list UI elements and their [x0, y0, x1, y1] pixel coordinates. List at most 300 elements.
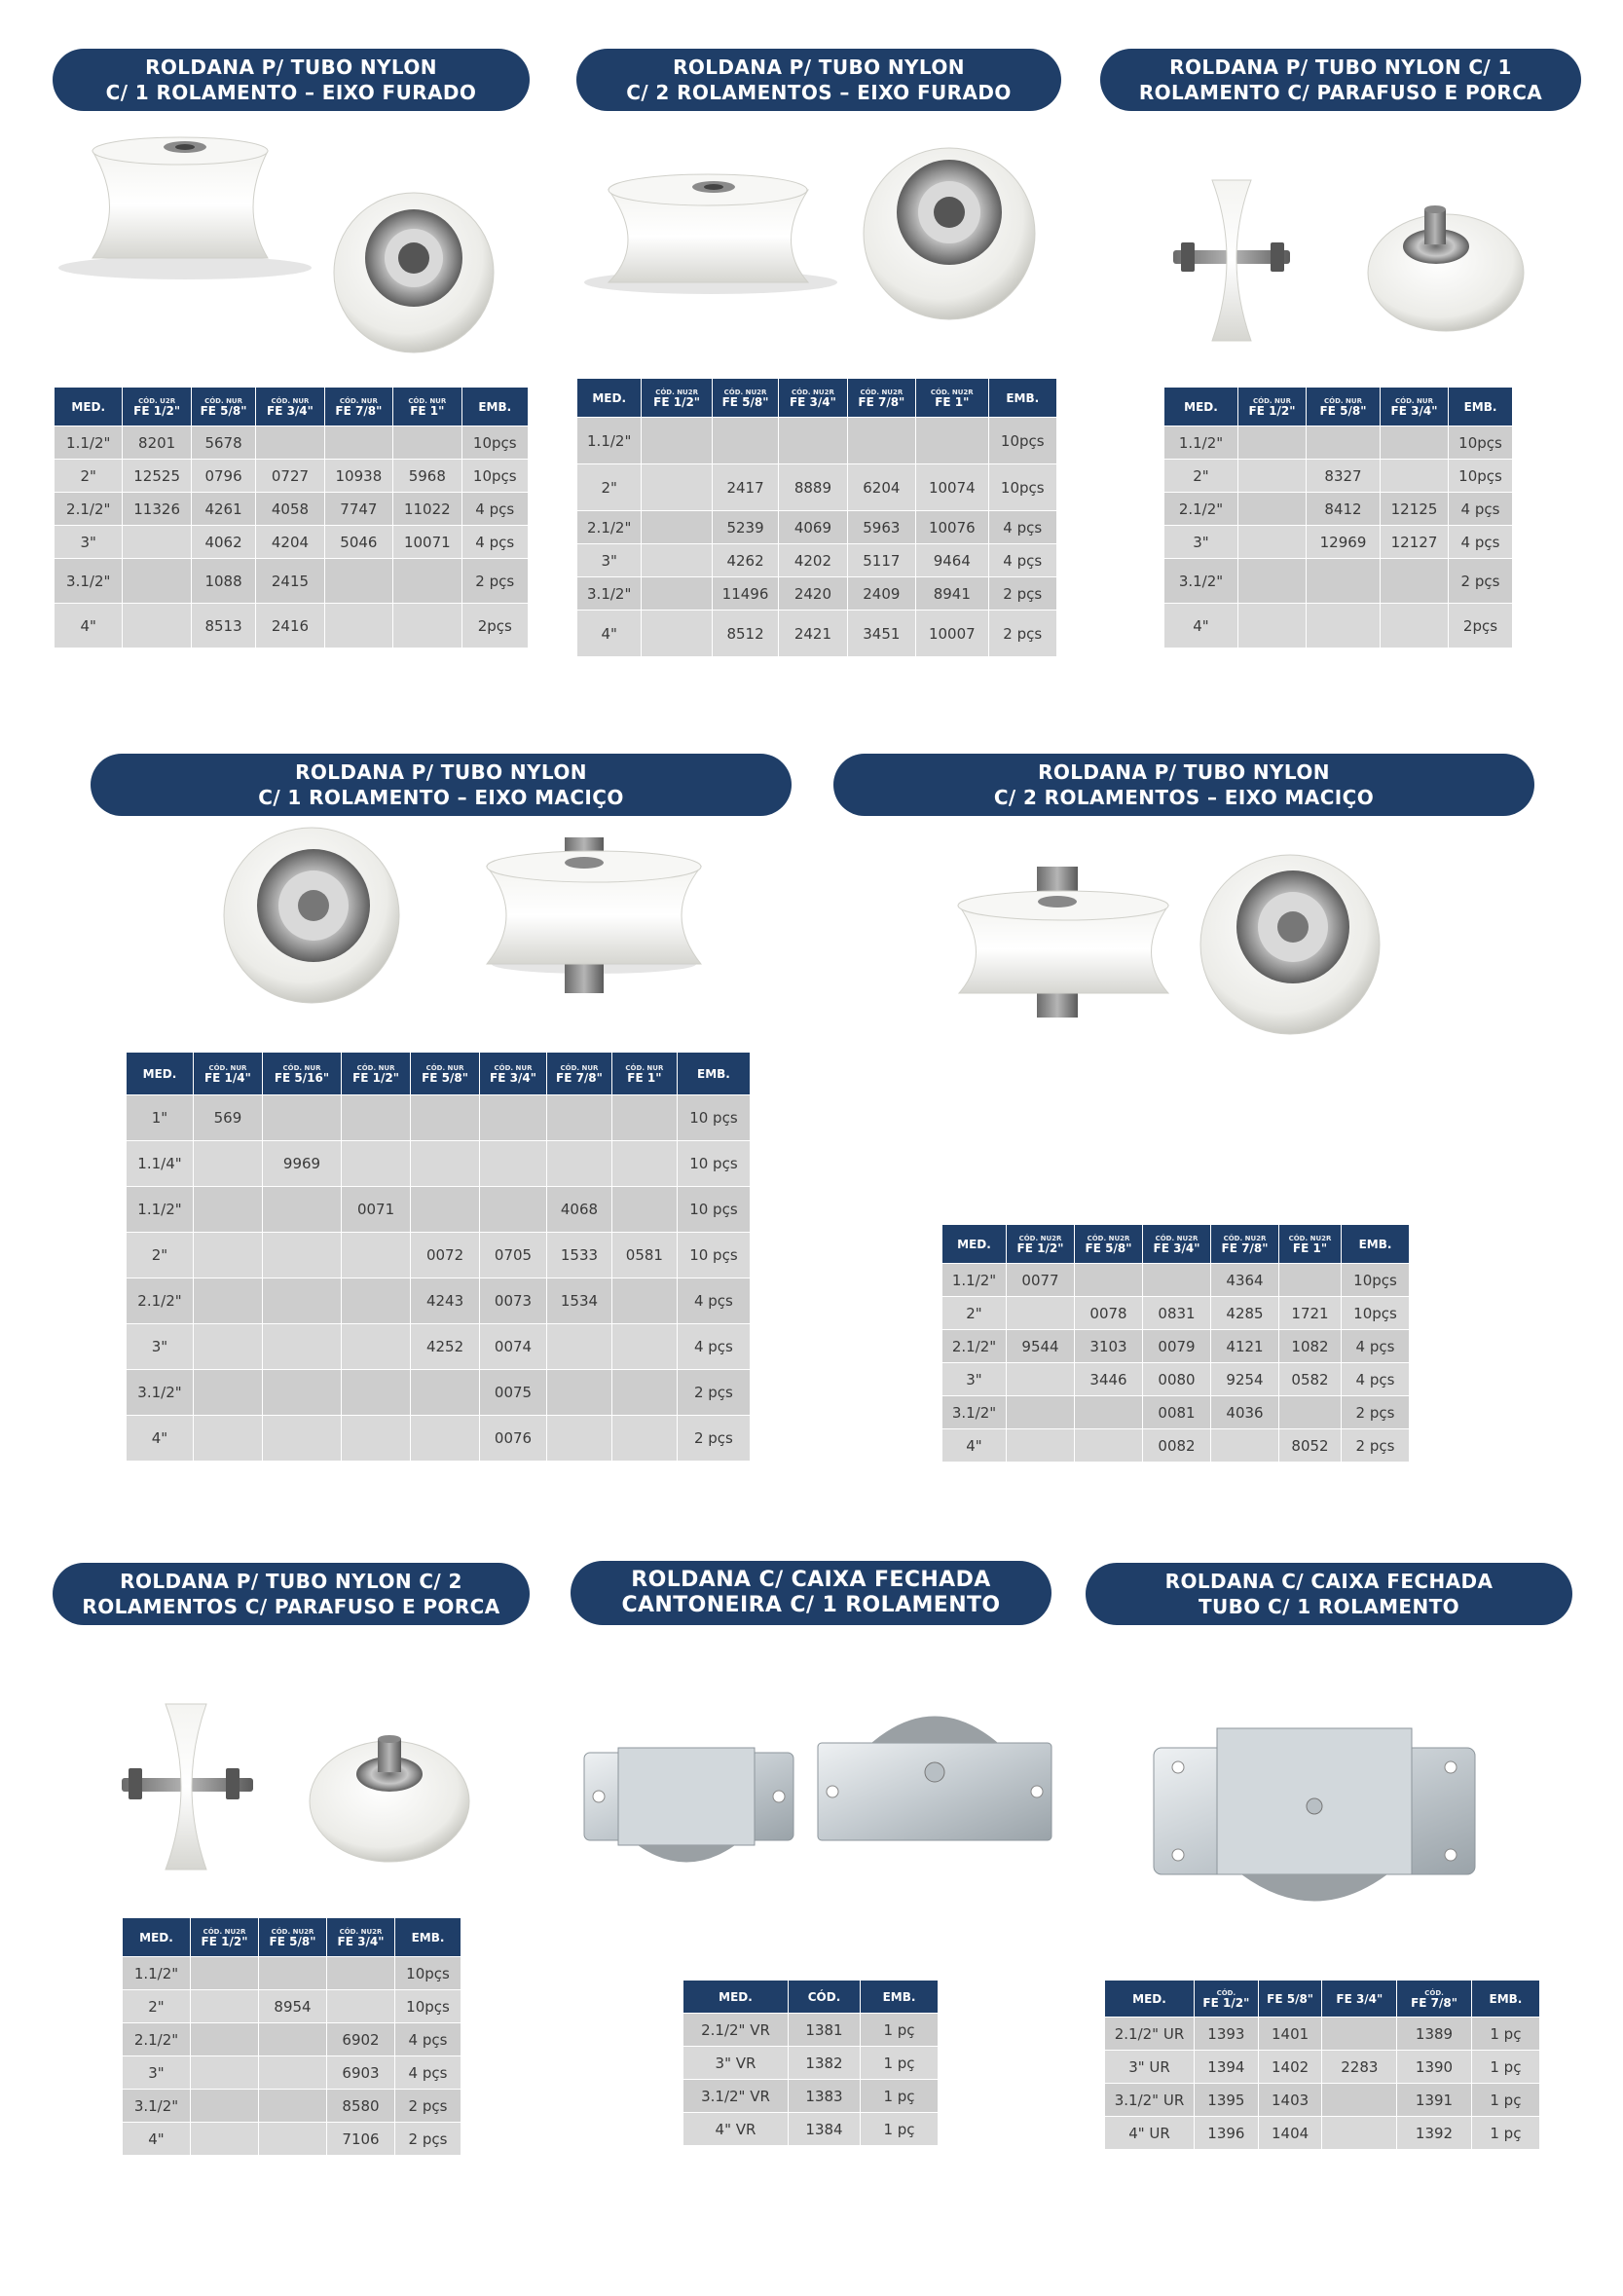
package-cell: 10 pçs	[677, 1233, 750, 1278]
code-cell: 1402	[1258, 2051, 1322, 2084]
column-header: CÓD. NUR FE 7/8"	[546, 1053, 611, 1095]
package-cell: 10pçs	[1449, 426, 1513, 460]
package-cell: 10pçs	[1342, 1297, 1410, 1330]
code-cell: 8052	[1279, 1429, 1342, 1463]
code-cell: 4036	[1211, 1396, 1279, 1429]
code-cell: 6903	[327, 2056, 395, 2090]
table-row	[55, 460, 529, 493]
code-cell	[480, 1095, 547, 1141]
code-cell	[611, 1141, 677, 1187]
code-cell	[262, 1324, 341, 1370]
code-cell	[1381, 460, 1449, 493]
code-cell: 1390	[1397, 2051, 1472, 2084]
size-cell: 4" UR	[1105, 2117, 1195, 2150]
code-cell	[191, 1990, 259, 2023]
code-cell: 2283	[1322, 2051, 1397, 2084]
code-cell	[1381, 604, 1449, 648]
code-cell: 2409	[847, 577, 915, 611]
column-header: MED.	[577, 379, 642, 418]
table-row	[577, 464, 1057, 511]
code-cell	[1238, 526, 1307, 559]
code-cell	[342, 1278, 411, 1324]
code-cell: 1381	[789, 2014, 861, 2047]
package-cell: 10pçs	[1449, 460, 1513, 493]
column-header: CÓD. NU2R FE 1/2"	[1007, 1225, 1075, 1264]
package-cell: 2 pçs	[1342, 1429, 1410, 1463]
column-header: CÓD. NU2R FE 3/4"	[327, 1918, 395, 1957]
code-cell	[1143, 1264, 1211, 1297]
code-cell: 4243	[411, 1278, 480, 1324]
column-header: CÓD. NUR FE 1/2"	[1238, 388, 1307, 426]
package-cell: 4 pçs	[1342, 1363, 1410, 1396]
code-cell: 5117	[847, 544, 915, 577]
package-cell: 10 pçs	[677, 1187, 750, 1233]
column-header: CÓD. NUR FE 1"	[611, 1053, 677, 1095]
code-cell	[262, 1278, 341, 1324]
code-cell: 4121	[1211, 1330, 1279, 1363]
table-row	[55, 426, 529, 460]
code-cell	[611, 1187, 677, 1233]
code-cell	[262, 1416, 341, 1462]
code-cell	[393, 559, 461, 604]
code-cell: 2421	[779, 611, 847, 657]
column-header: CÓD. U2R FE 1/2"	[123, 388, 191, 426]
table-row	[55, 559, 529, 604]
package-cell: 1 pç	[861, 2080, 939, 2113]
table-row	[123, 2090, 461, 2123]
section-title-6: ROLDANA P/ TUBO NYLON C/ 2 ROLAMENTOS C/ PARAFUSO E PORCA	[53, 1563, 530, 1625]
code-cell: 10007	[916, 611, 988, 657]
package-cell: 10pçs	[395, 1990, 461, 2023]
code-cell: 4068	[546, 1187, 611, 1233]
size-cell: 3.1/2" UR	[1105, 2084, 1195, 2117]
package-cell: 2 pçs	[395, 2123, 461, 2156]
product-photo-4	[195, 818, 720, 1013]
size-cell: 2"	[55, 460, 123, 493]
code-cell: 5046	[324, 526, 392, 559]
code-cell: 0074	[480, 1324, 547, 1370]
code-cell: 1404	[1258, 2117, 1322, 2150]
size-cell: 3.1/2"	[577, 577, 642, 611]
table-row	[683, 2113, 939, 2146]
package-cell: 4 pçs	[677, 1324, 750, 1370]
size-cell: 2.1/2"	[123, 2023, 191, 2056]
code-cell: 6902	[327, 2023, 395, 2056]
package-cell: 1 pç	[861, 2113, 939, 2146]
package-cell: 10pçs	[988, 418, 1056, 464]
code-cell	[191, 2090, 259, 2123]
column-header: CÓD. NUR FE 5/8"	[191, 388, 255, 426]
code-cell: 9969	[262, 1141, 341, 1187]
code-cell	[1381, 426, 1449, 460]
code-cell	[1007, 1363, 1075, 1396]
code-cell	[642, 577, 712, 611]
code-cell	[342, 1095, 411, 1141]
column-header: MED.	[1164, 388, 1238, 426]
code-cell: 5239	[712, 511, 778, 544]
table-row	[127, 1370, 751, 1416]
code-cell: 2415	[256, 559, 324, 604]
package-cell: 2 pçs	[988, 577, 1056, 611]
code-cell: 3446	[1075, 1363, 1143, 1396]
code-cell	[411, 1095, 480, 1141]
code-cell	[847, 418, 915, 464]
size-cell: 3.1/2"	[127, 1370, 194, 1416]
table-row	[127, 1416, 751, 1462]
product-photo-2	[579, 136, 1056, 370]
size-cell: 4"	[577, 611, 642, 657]
column-header: CÓD. NU2R FE 5/8"	[259, 1918, 327, 1957]
size-cell: 3" UR	[1105, 2051, 1195, 2084]
code-cell: 7106	[327, 2123, 395, 2156]
code-cell	[342, 1233, 411, 1278]
code-cell: 4252	[411, 1324, 480, 1370]
code-cell	[1279, 1396, 1342, 1429]
column-header: CÓD. NUR FE 1"	[393, 388, 461, 426]
code-cell	[611, 1278, 677, 1324]
size-cell: 2.1/2"	[1164, 493, 1238, 526]
column-header: CÓD. NU2R FE 1/2"	[642, 379, 712, 418]
column-header: CÓD. NUR FE 5/16"	[262, 1053, 341, 1095]
section-title-2: ROLDANA P/ TUBO NYLON C/ 2 ROLAMENTOS – EIXO FURADO	[576, 49, 1061, 111]
package-cell: 10pçs	[461, 460, 528, 493]
package-cell: 2 pçs	[677, 1416, 750, 1462]
table-row	[1164, 559, 1513, 604]
code-cell: 1401	[1258, 2018, 1322, 2051]
package-cell: 10pçs	[395, 1957, 461, 1990]
code-cell: 8580	[327, 2090, 395, 2123]
size-cell: 2.1/2"	[55, 493, 123, 526]
package-cell: 2 pçs	[1342, 1396, 1410, 1429]
code-cell: 1394	[1195, 2051, 1259, 2084]
column-header: CÓD. NUR FE 5/8"	[411, 1053, 480, 1095]
code-cell: 1534	[546, 1278, 611, 1324]
code-cell	[411, 1141, 480, 1187]
size-cell: 1.1/2"	[942, 1264, 1007, 1297]
size-cell: 2"	[577, 464, 642, 511]
column-header: CÓD. NU2R FE 7/8"	[1211, 1225, 1279, 1264]
column-header: EMB.	[861, 1981, 939, 2014]
code-cell	[1307, 559, 1381, 604]
code-cell: 1395	[1195, 2084, 1259, 2117]
code-cell: 569	[193, 1095, 262, 1141]
size-cell: 2"	[1164, 460, 1238, 493]
code-cell	[1381, 559, 1449, 604]
code-cell: 5963	[847, 511, 915, 544]
code-cell	[327, 1990, 395, 2023]
code-cell: 11496	[712, 577, 778, 611]
package-cell: 1 pç	[1471, 2018, 1539, 2051]
column-header: CÓD. NU2R FE 5/8"	[712, 379, 778, 418]
code-cell	[642, 611, 712, 657]
column-header: CÓD. NU2R FE 3/4"	[779, 379, 847, 418]
code-cell: 1384	[789, 2113, 861, 2146]
table-row	[55, 526, 529, 559]
code-cell: 0796	[191, 460, 255, 493]
table-row	[1105, 2117, 1540, 2150]
code-cell: 2417	[712, 464, 778, 511]
size-cell: 1.1/2"	[1164, 426, 1238, 460]
code-cell: 8327	[1307, 460, 1381, 493]
package-cell: 10pçs	[461, 426, 528, 460]
size-cell: 3.1/2"	[123, 2090, 191, 2123]
code-cell	[342, 1324, 411, 1370]
code-cell: 4364	[1211, 1264, 1279, 1297]
product-photo-5	[944, 847, 1392, 1042]
column-header: EMB.	[1342, 1225, 1410, 1264]
column-header: CÓD. NUR FE 3/4"	[480, 1053, 547, 1095]
table-row	[577, 418, 1057, 464]
code-cell: 4202	[779, 544, 847, 577]
package-cell: 2 pçs	[461, 559, 528, 604]
code-cell: 1082	[1279, 1330, 1342, 1363]
code-cell: 10938	[324, 460, 392, 493]
package-cell: 4 pçs	[395, 2023, 461, 2056]
code-cell: 11326	[123, 493, 191, 526]
column-header: CÓD. FE 7/8"	[1397, 1981, 1472, 2018]
package-cell: 2 pçs	[988, 611, 1056, 657]
package-cell: 1 pç	[861, 2047, 939, 2080]
column-header: CÓD. NU2R FE 7/8"	[847, 379, 915, 418]
column-header: MED.	[683, 1981, 789, 2014]
size-cell: 2"	[123, 1990, 191, 2023]
column-header: CÓD. NUR FE 1/2"	[342, 1053, 411, 1095]
code-cell	[546, 1416, 611, 1462]
size-cell: 4"	[942, 1429, 1007, 1463]
size-cell: 4"	[123, 2123, 191, 2156]
code-cell	[1322, 2084, 1397, 2117]
code-cell: 1393	[1195, 2018, 1259, 2051]
code-cell	[642, 418, 712, 464]
column-header: FE 3/4"	[1322, 1981, 1397, 2018]
code-cell: 3103	[1075, 1330, 1143, 1363]
code-cell	[411, 1416, 480, 1462]
code-cell: 12127	[1381, 526, 1449, 559]
code-cell	[611, 1370, 677, 1416]
column-header: EMB.	[988, 379, 1056, 418]
code-cell	[324, 559, 392, 604]
size-cell: 3.1/2" VR	[683, 2080, 789, 2113]
package-cell: 2 pçs	[395, 2090, 461, 2123]
table-row	[577, 611, 1057, 657]
package-cell: 4 pçs	[988, 511, 1056, 544]
package-cell: 4 pçs	[1449, 526, 1513, 559]
product-photo-7	[579, 1709, 1056, 1884]
code-cell: 8954	[259, 1990, 327, 2023]
table-row	[123, 2123, 461, 2156]
package-cell: 2pçs	[461, 604, 528, 648]
package-cell: 2pçs	[1449, 604, 1513, 648]
code-cell: 0082	[1143, 1429, 1211, 1463]
product-photo-8	[1149, 1723, 1480, 1918]
code-cell: 0079	[1143, 1330, 1211, 1363]
code-cell	[1279, 1264, 1342, 1297]
table-row	[127, 1324, 751, 1370]
table-row	[942, 1297, 1410, 1330]
column-header: MED.	[123, 1918, 191, 1957]
code-cell: 8889	[779, 464, 847, 511]
column-header: CÓD. NUR FE 3/4"	[256, 388, 324, 426]
size-cell: 3"	[577, 544, 642, 577]
package-cell: 10 pçs	[677, 1141, 750, 1187]
code-cell	[393, 426, 461, 460]
code-cell: 8512	[712, 611, 778, 657]
code-cell: 1382	[789, 2047, 861, 2080]
code-cell: 3451	[847, 611, 915, 657]
code-cell	[546, 1141, 611, 1187]
table-row	[942, 1330, 1410, 1363]
code-cell: 5968	[393, 460, 461, 493]
code-cell: 0075	[480, 1370, 547, 1416]
package-cell: 4 pçs	[1342, 1330, 1410, 1363]
code-cell: 9254	[1211, 1363, 1279, 1396]
column-header: CÓD. NUR FE 5/8"	[1307, 388, 1381, 426]
package-cell: 10pçs	[1342, 1264, 1410, 1297]
code-cell	[411, 1187, 480, 1233]
table-row	[123, 2056, 461, 2090]
column-header: CÓD. NU2R FE 1"	[1279, 1225, 1342, 1264]
size-cell: 3"	[55, 526, 123, 559]
code-cell	[1238, 559, 1307, 604]
code-cell: 2416	[256, 604, 324, 648]
table-row	[683, 2080, 939, 2113]
code-cell	[1075, 1396, 1143, 1429]
code-cell: 1088	[191, 559, 255, 604]
code-cell: 10071	[393, 526, 461, 559]
package-cell: 4 pçs	[395, 2056, 461, 2090]
table-row	[577, 544, 1057, 577]
code-cell: 0076	[480, 1416, 547, 1462]
code-cell: 12969	[1307, 526, 1381, 559]
table-row	[577, 577, 1057, 611]
code-cell	[779, 418, 847, 464]
code-cell	[193, 1141, 262, 1187]
code-cell	[191, 1957, 259, 1990]
code-cell: 1383	[789, 2080, 861, 2113]
section-title-3: ROLDANA P/ TUBO NYLON C/ 1 ROLAMENTO C/ PARAFUSO E PORCA	[1100, 49, 1581, 111]
code-cell: 0073	[480, 1278, 547, 1324]
code-cell: 9464	[916, 544, 988, 577]
code-cell	[259, 2023, 327, 2056]
code-cell	[1322, 2117, 1397, 2150]
product-photo-6	[117, 1694, 487, 1879]
code-cell: 4261	[191, 493, 255, 526]
table-row	[55, 493, 529, 526]
column-header: MED.	[942, 1225, 1007, 1264]
code-cell	[546, 1370, 611, 1416]
code-cell: 5678	[191, 426, 255, 460]
code-cell: 4285	[1211, 1297, 1279, 1330]
size-cell: 2"	[942, 1297, 1007, 1330]
code-cell	[191, 2123, 259, 2156]
code-cell	[327, 1957, 395, 1990]
package-cell: 1 pç	[861, 2014, 939, 2047]
package-cell: 1 pç	[1471, 2051, 1539, 2084]
spec-table-7	[682, 1980, 939, 2146]
code-cell	[1007, 1429, 1075, 1463]
package-cell: 10 pçs	[677, 1095, 750, 1141]
code-cell: 1403	[1258, 2084, 1322, 2117]
code-cell: 1396	[1195, 2117, 1259, 2150]
code-cell: 0072	[411, 1233, 480, 1278]
code-cell	[480, 1141, 547, 1187]
package-cell: 4 pçs	[677, 1278, 750, 1324]
package-cell: 4 pçs	[461, 493, 528, 526]
code-cell	[1307, 426, 1381, 460]
code-cell: 1392	[1397, 2117, 1472, 2150]
column-header: EMB.	[1471, 1981, 1539, 2018]
column-header: CÓD. NUR FE 1/4"	[193, 1053, 262, 1095]
code-cell: 0080	[1143, 1363, 1211, 1396]
code-cell: 4204	[256, 526, 324, 559]
table-row	[942, 1264, 1410, 1297]
column-header: CÓD. NUR FE 3/4"	[1381, 388, 1449, 426]
code-cell: 4062	[191, 526, 255, 559]
code-cell	[1238, 493, 1307, 526]
code-cell	[1075, 1429, 1143, 1463]
column-header: EMB.	[395, 1918, 461, 1957]
table-row	[1164, 460, 1513, 493]
code-cell: 0705	[480, 1233, 547, 1278]
code-cell: 0831	[1143, 1297, 1211, 1330]
code-cell: 2420	[779, 577, 847, 611]
product-photo-3	[1163, 170, 1533, 355]
code-cell: 4058	[256, 493, 324, 526]
code-cell	[1307, 604, 1381, 648]
package-cell: 10pçs	[988, 464, 1056, 511]
table-row	[1105, 2051, 1540, 2084]
code-cell	[393, 604, 461, 648]
size-cell: 3.1/2"	[1164, 559, 1238, 604]
table-row	[123, 1990, 461, 2023]
table-row	[1164, 526, 1513, 559]
code-cell: 7747	[324, 493, 392, 526]
table-row	[1105, 2018, 1540, 2051]
table-row	[942, 1429, 1410, 1463]
code-cell	[1238, 460, 1307, 493]
table-row	[942, 1363, 1410, 1396]
code-cell: 0078	[1075, 1297, 1143, 1330]
code-cell	[259, 2123, 327, 2156]
column-header: CÓD.	[789, 1981, 861, 2014]
size-cell: 1"	[127, 1095, 194, 1141]
column-header: CÓD. NU2R FE 5/8"	[1075, 1225, 1143, 1264]
code-cell: 9544	[1007, 1330, 1075, 1363]
size-cell: 2.1/2"	[577, 511, 642, 544]
table-row	[577, 511, 1057, 544]
column-header: EMB.	[461, 388, 528, 426]
code-cell	[611, 1416, 677, 1462]
spec-table-2	[576, 378, 1057, 657]
code-cell	[191, 2056, 259, 2090]
size-cell: 2.1/2" UR	[1105, 2018, 1195, 2051]
spec-table-8	[1104, 1980, 1540, 2150]
code-cell	[193, 1187, 262, 1233]
code-cell	[256, 426, 324, 460]
code-cell	[342, 1141, 411, 1187]
code-cell	[411, 1370, 480, 1416]
code-cell: 0081	[1143, 1396, 1211, 1429]
size-cell: 3"	[942, 1363, 1007, 1396]
table-row	[1105, 2084, 1540, 2117]
package-cell: 1 pç	[1471, 2084, 1539, 2117]
code-cell: 8201	[123, 426, 191, 460]
code-cell	[191, 2023, 259, 2056]
code-cell: 0582	[1279, 1363, 1342, 1396]
spec-table-4	[126, 1052, 751, 1462]
code-cell	[193, 1324, 262, 1370]
code-cell: 11022	[393, 493, 461, 526]
